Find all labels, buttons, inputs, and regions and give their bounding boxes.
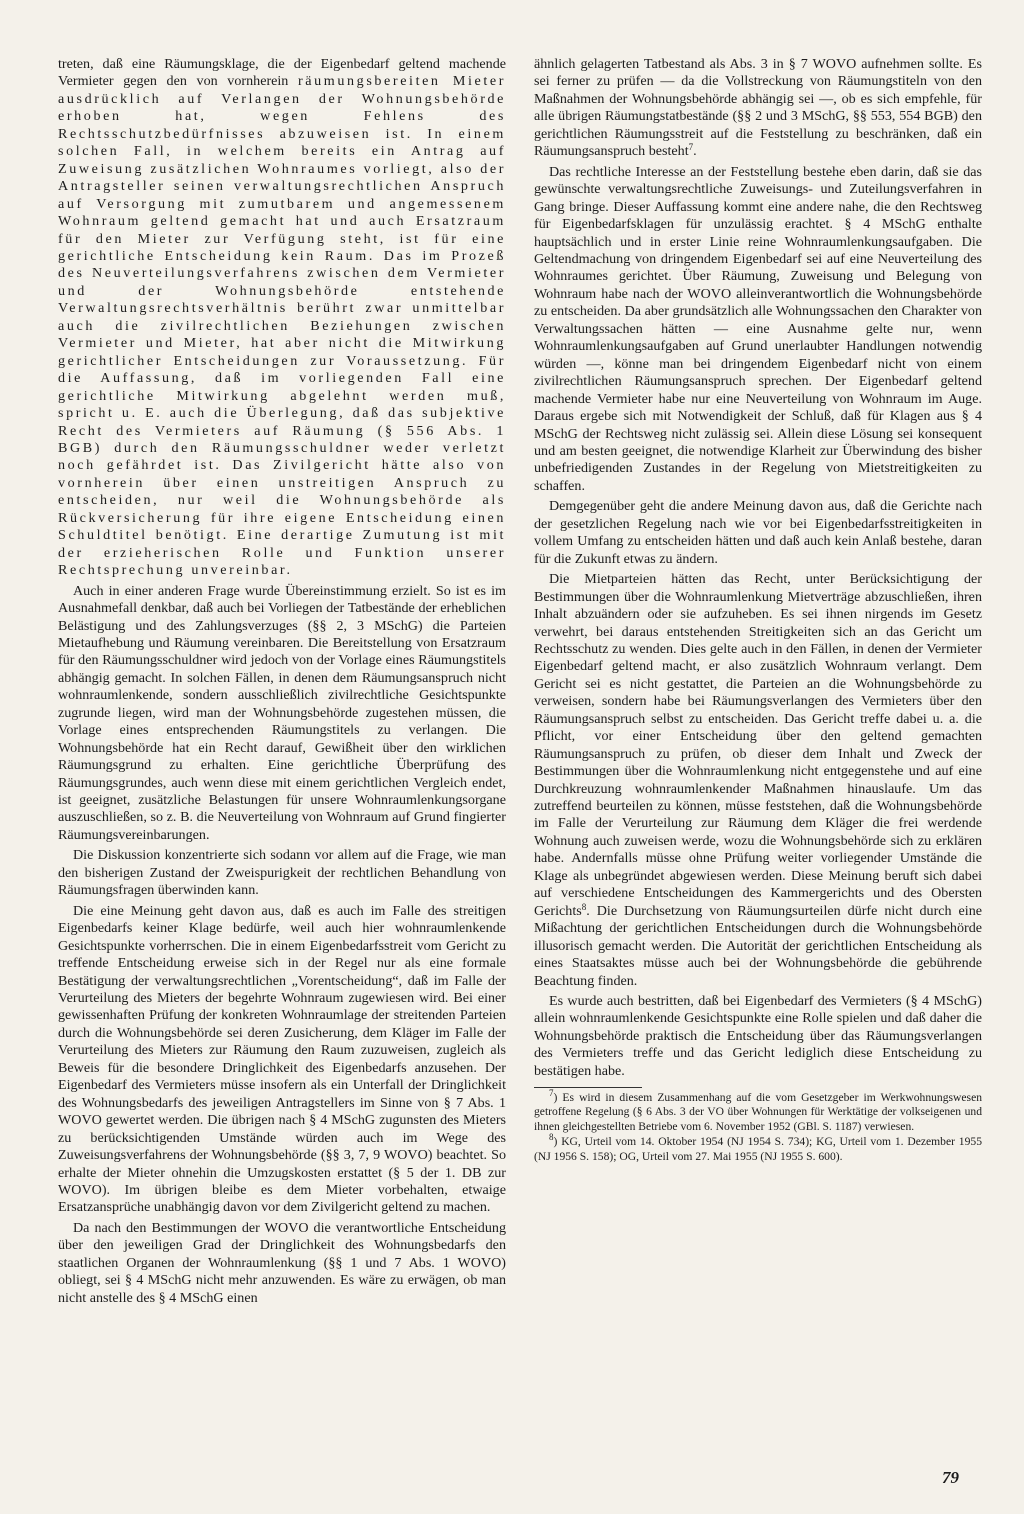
paragraph: Da nach den Bestimmungen der WOVO die verantwortliche Entscheidung über den jeweiligen Grad der Dringlichkeit des Wohnungsbedarfs den staatlichen Organen der Wohnraumlenkung (§§ 1 und 7 Abs. 1 WOVO) obliegt, sei § 4 MSchG nicht mehr anzuwenden. Es wäre zu erwägen, ob man nicht anstelle des § 4 MSchG einen	[58, 1219, 506, 1306]
paragraph: ähnlich gelagerten Tatbestand als Abs. 3 in § 7 WOVO aufnehmen sollte. Es sei ferner zu prüfen — da die Vollstreckung von Räumungstiteln von den Maßnahmen der Wohnungsbehörde abhängig sei —, ob es sich empfehle, für alle übrigen Räumungstatbestände (§§ 2 und 3 MSchG, §§ 553, 554 BGB) den gerichtlichen Räumungsstreit auf die Feststellung zu beschränken, daß ein Räumungsanspruch besteht$^7$.	[534, 56, 982, 160]
paragraph: Das rechtliche Interesse an der Feststellung bestehe eben darin, daß sie das gewünschte verwaltungsrechtliche Zuweisungs- und Zuteilungsverfahren in Gang bringe. Dieser Auffassung kommt eine andere nahe, die den Rechtsweg für Eigenbedarfsklagen für unzulässig erachtet. § 4 MSchG enthalte hauptsächlich und in erster Linie reine Wohnraumlenkungsaufgaben. Die Geltendmachung von dringendem Eigenbedarf sei auf eine Neuverteilung des Wohnraumes gerichtet. Über Räumung, Zuweisung und Belegung von Wohnraum habe nach der WOVO alleinverantwortlich die Wohnungsbehörde zu entscheiden. Da aber grundsätzlich alle Wohnungssachen den Charakter von Verwaltungssachen hätten — eine Ausnahme gelte nur, wenn Wohnraumlenkungsaufgaben auf Grund unerlaubter Handlungen notwendig würden —, könne man bei dringendem Eigenbedarf nicht von einem zivilrechtlichen Räumungsanspruch sprechen. Der Eigenbedarf geltend machende Vermieter habe nur eine Neuverteilung von Wohnraum im Auge. Daraus ergebe sich mit Notwendigkeit der Schluß, daß für Klagen aus § 4 MSchG der Rechtsweg nicht zulässig sei. Allein diese Lösung sei konsequent und am besten geeignet, die notwendige Klarheit zur Überwindung des bisher unbefriedigenden Zustandes in der Regelung von Mietstreitigkeiten zu schaffen.	[534, 163, 982, 494]
footnote: $^7$) Es wird in diesem Zusammenhang auf die vom Gesetzgeber im Werkwohnungswesen getroffene Regelung (§ 6 Abs. 3 der VO über Wohnungen für Werktätige der volkseigenen und ihnen gleichgestellten Betriebe vom 6. November 1952 (GBl. S. 1187) verwiesen.	[534, 1088, 983, 1133]
paragraph: Die Mietparteien hätten das Recht, unter Berücksichtigung der Bestimmungen über die Wohnraumlenkung Mietverträge abzuschließen, ihren Inhalt abzuändern oder sie aufzuheben. Es sei ihnen nirgends im Gesetz verwehrt, bei daraus entstehenden Streitigkeiten sich an das Gericht um Rechtsschutz zu wenden. Dies gelte auch in den Fällen, in denen der Vermieter Eigenbedarf geltend macht, er also zusätzlich Wohnraum verlangt. Dem Gericht sei es nicht gestattet, die Parteien an die Wohnungsbehörde zu verweisen, sondern habe bei Räumungsverlangen des Vermieters über den Räumungsanspruch selbst zu entscheiden. Das Gericht treffe dabei u. a. die Pflicht, vor einer Entscheidung über den geltend gemachten Räumungsanspruch zu prüfen, ob dieser dem Inhalt und Zweck der Bestimmungen über die Wohnraumlenkung nicht entgegenstehe und auf eine Durchkreuzung wohnraumlenkender Maßnahmen hinauslaufe. Um das zutreffend beurteilen zu können, müsse feststehen, daß die Wohnungsbehörde im Falle der Verurteilung zur Räumung dem Kläger die frei werdende Wohnung auch zuweisen werde, wozu die Wohnungsbehörde sich zu erklären habe. Andernfalls müsse ohne Prüfung weiter vorliegender Umstände die Klage als unbegründet abgewiesen werden. Diese Meinung beruft sich dabei auf verschiedene Entscheidungen des Kammergerichts und des Obersten Gerichts$^8$. Die Durchsetzung von Räumungsurteilen dürfe nicht durch eine Mißachtung der gerichtlichen Entscheidungen durch die Wohnungsbehörde illusorisch gemacht werden. Die Autorität der gerichtlichen Entscheidung als eines Staatsaktes müsse auch bei der Wohnungsbehörde die gebührende Beachtung finden.	[534, 571, 982, 989]
page-number: 79	[942, 1468, 959, 1487]
paragraph: Es wurde auch bestritten, daß bei Eigenbedarf des Vermieters (§ 4 MSchG) allein wohnraumlenkende Gesichtspunkte eine Rolle spielen und daß daher die Wohnungsbehörde praktisch die Entscheidung über das Räumungsverlangen des Vermieters treffe und das Gericht lediglich diese Entscheidung zu bestätigen habe.	[534, 993, 982, 1079]
footnote-mark: 8	[549, 1132, 554, 1143]
footnote-ref: 7	[688, 142, 694, 153]
paragraph: Auch in einer anderen Frage wurde Übereinstimmung erzielt. So ist es im Ausnahmefall denkbar, daß auch bei Vorliegen der Tatbestände der erheblichen Belästigung und des Zahlungsverzuges (§§ 2, 3 MSchG) die Parteien Mietaufhebung und Räumung vereinbaren. Die Bereitstellung von Ersatzraum für den Räumungsschuldner wird jedoch von der Vorlage eines Räumungstitels abhängig gemacht. In solchen Fällen, in denen dem Räumungsanspruch nicht wohnraumlenkende, sondern ausschließlich zivilrechtliche Gesichtspunkte zugrunde liegen, wird man der Wohnungsbehörde zugestehen müssen, die Vorlage eines entsprechenden Räumungstitels zu verlangen. Die Wohnungsbehörde hat ein Recht darauf, Gewißheit über den wirklichen Räumungsgrund zu erhalten. Eine gerichtliche Überprüfung des Räumungsgrundes, auch wenn diese mit einem gerichtlichen Vergleich endet, ist geeignet, zusätzliche Belastungen für unsere Wohnraumlenkungsorgane auszuschließen, so z. B. die Neuverteilung von Wohnraum auf Grund fingierter Räumungsvereinbarungen.	[58, 582, 506, 843]
right-column	[534, 56, 982, 1083]
paragraph: Die Diskussion konzentrierte sich sodann vor allem auf die Frage, wie man den bisherigen Zustand der Zweispurigkeit der rechtlichen Behandlung von Räumungsfragen überwinden kann.	[58, 847, 506, 899]
paragraph: treten, daß eine Räumungsklage, die der Eigenbedarf geltend machende Vermieter gegen den von vornherein räumungsbereiten Mieter ausdrücklich auf Verlangen der Wohnungsbehörde erhoben hat, wegen Fehlens des Rechtsschutzbedürfnisses abzuweisen ist. In einem solchen Fall, in welchem bereits ein Antrag auf Zuweisung zusätzlichen Wohnraumes vorliegt, also der Antragsteller seinen verwaltungsrechtlichen Anspruch auf Versorgung mit zumutbarem und angemessenem Wohnraum geltend gemacht hat und auch Ersatzraum für den Mieter zur Verfügung steht, ist für eine gerichtliche Entscheidung kein Raum. Das im Prozeß des Neuverteilungsverfahrens zwischen dem Vermieter und der Wohnungsbehörde entstehende Verwaltungsrechtsverhältnis berührt zwar unmittelbar auch die zivilrechtlichen Beziehungen zwischen Vermieter und Mieter, hat aber nicht die Mitwirkung gerichtlicher Entscheidungen zur Voraussetzung. Für die Auffassung, daß im vorliegenden Fall eine gerichtliche Mitwirkung abgelehnt werden muß, spricht u. E. auch die Überlegung, daß das subjektive Recht des Vermieters auf Räumung (§ 556 Abs. 1 BGB) durch den Räumungsschuldner weder verletzt noch gefährdet ist. Das Zivilgericht hätte also von vornherein über einen unstreitigen Anspruch zu entscheiden, nur weil die Wohnungsbehörde als Rückversicherung für ihre eigene Entscheidung einen Schuldtitel benötigt. Eine derartige Zumutung ist mit der erzieherischen Rolle und Funktion unserer Rechtsprechung unvereinbar.	[58, 56, 507, 579]
left-column	[58, 56, 506, 1310]
paragraph: Die eine Meinung geht davon aus, daß es auch im Falle des streitigen Eigenbedarfs keiner Klage bedürfe, weil auch hier wohnraumlenkende Gesichtspunkte vorherrschen. Die in einem Eigenbedarfsstreit vom Gericht zu treffende Entscheidung erweise sich in der Regel nur als eine formale Bestätigung der verwaltungsrechtlichen „Vorentscheidung“, daß im Falle der Verurteilung des Mieters der begehrte Wohnraum zugewiesen wird. Bei einer gewissenhaften Prüfung der konkreten Wohnraumlage der streitenden Parteien durch die Wohnungsbehörde sei deren Zusicherung, dem Kläger im Falle der Verurteilung des Mieters zur Räumung den Raum zuzuweisen, zugleich als Beweis für die besondere Dringlichkeit des Eigenbedarfs anzusehen. Der Eigenbedarf des Vermieters müsse insofern als ein Unterfall der Dringlichkeit des Wohnungsbedarfs des jeweiligen Antragstellers im Sinne von § 7 Abs. 1 WOVO gewertet werden. Die übrigen nach § 4 MSchG zugunsten des Mieters zu berücksichtigenden Umstände würden auch im Wege des Zuweisungsverfahrens der Wohnungsbehörde (§§ 3, 7, 9 WOVO) beachtet. So erhalte der Mieter ohnehin die Umzugskosten erstattet (§ 5 der 1. DB zur WOVO). Im übrigen bleibe es dem Mieter vorbehalten, etwaige Ersatzansprüche unabhängig davon vor dem Zivilgericht geltend zu machen.	[58, 902, 506, 1216]
footnotes	[534, 1088, 983, 1165]
footnote-ref: 8	[581, 901, 587, 912]
footnote: $^8$) KG, Urteil vom 14. Oktober 1954 (NJ 1954 S. 734); KG, Urteil vom 1. Dezember 1955 (NJ 1956 S. 158); OG, Urteil vom 27. Mai 1955 (NJ 1955 S. 600).	[534, 1132, 982, 1163]
footnote-mark: 7	[549, 1088, 554, 1098]
paragraph: Demgegenüber geht die andere Meinung davon aus, daß die Gerichte nach der gesetzlichen Regelung nach wie vor bei Eigenbedarfsstreitigkeiten in vollem Umfang zu entscheiden hätten und daß auch kein Anlaß bestehe, daran für die Zukunft etwas zu ändern.	[534, 498, 982, 567]
